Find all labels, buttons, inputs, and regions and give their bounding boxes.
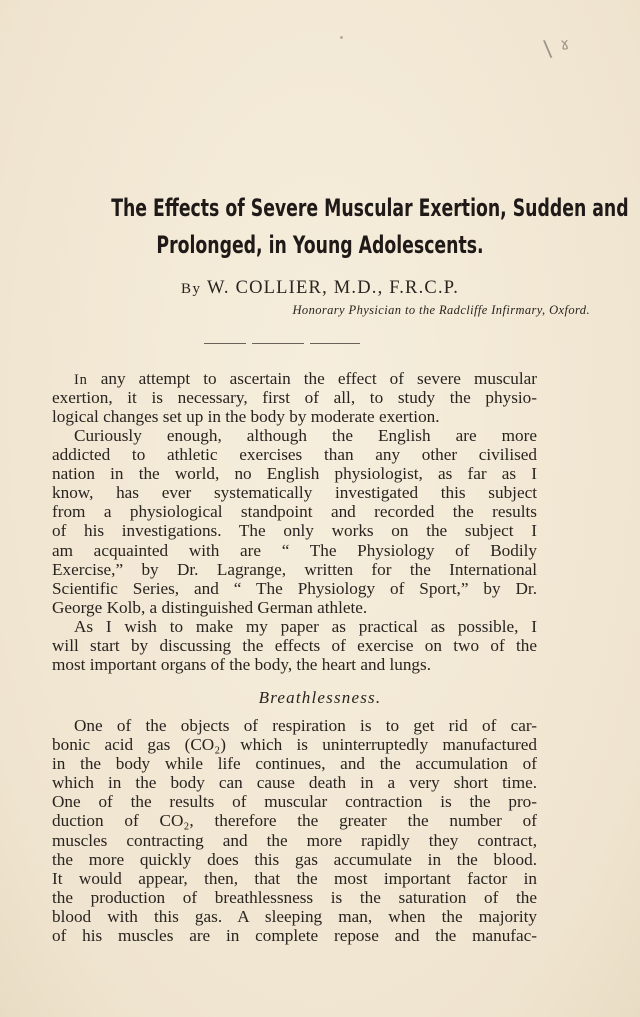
text-line: from a physiological standpoint and recorded the results: [52, 502, 537, 522]
text-line: As I wish to make my paper as practical as possible, I: [74, 617, 537, 636]
text-line: the production of breathlessness is the saturation of the: [52, 887, 537, 907]
text-line: One of the results of muscular contraction is the pro-: [52, 792, 537, 812]
text-line: addicted to athletic exercises than any other civilised: [52, 445, 537, 465]
text-line: blood with this gas. A sleeping man, when the majority: [52, 906, 537, 926]
title-line-2: Prolonged, in Young Adolescents.: [156, 231, 484, 259]
paragraph-1: [52, 369, 537, 426]
paragraph-4: [52, 716, 537, 945]
divider-rule: [310, 343, 360, 344]
text-line: In any attempt to ascertain the effect of severe muscular: [74, 369, 537, 388]
text-line: in the body while life continues, and the accumulation of: [52, 754, 537, 774]
author-name: W. COLLIER, M.D., F.R.C.P.: [206, 278, 460, 298]
text-line: of his investigations. The only works on the subject I: [52, 521, 537, 541]
text-line: George Kolb, a distinguished German athlete.: [52, 597, 368, 617]
text-line: Curiously enough, although the English are more: [74, 426, 537, 445]
text-line: am acquainted with are “ The Physiology of Bodily: [52, 540, 537, 560]
divider-rule: [252, 343, 304, 344]
paper-speck: [340, 36, 343, 39]
divider-rule: [204, 343, 246, 344]
paragraph-3: [52, 617, 537, 674]
handwritten-margin-note: \ ˠ: [542, 34, 573, 63]
text-line: It would appear, then, that the most important factor in: [52, 868, 537, 888]
text-line: bonic acid gas (CO₂) which is uninterruptedly manufactured: [52, 735, 537, 755]
text-line: Scientific Series, and “ The Physiology of Sport,” by Dr.: [52, 578, 537, 598]
title-line-1: The Effects of Severe Muscular Exertion, Sudden and: [111, 194, 629, 222]
text-line: One of the objects of respiration is to get rid of car-: [74, 716, 537, 735]
text-line: the more quickly does this gas accumulate in the blood.: [52, 849, 537, 869]
text-line: nation in the world, no English physiologist, as far as I: [52, 464, 537, 484]
text-line: muscles contracting and the more rapidly they contract,: [52, 830, 537, 850]
section-heading: Breathlessness.: [258, 688, 382, 707]
text-line: logical changes set up in the body by moderate exertion.: [52, 407, 440, 427]
text-line: most important organs of the body, the heart and lungs.: [52, 655, 432, 675]
text-line: which in the body can cause death in a very short time.: [52, 773, 537, 793]
byline-by: By: [180, 281, 202, 297]
text-line: exertion, it is necessary, first of all, to study the physio-: [52, 388, 537, 408]
article-title: [111, 190, 629, 264]
text-line: duction of CO₂, therefore the greater the number of: [52, 811, 537, 831]
text-line: know, has ever systematically investigated this subject: [52, 483, 537, 503]
drop-lead-word: In: [74, 372, 88, 388]
paragraph-2: [52, 426, 537, 617]
text-line: Exercise,” by Dr. Lagrange, written for the International: [52, 559, 537, 579]
author-affiliation: Honorary Physician to the Radcliffe Infirmary, Oxford.: [292, 303, 590, 317]
text-line: of his muscles are in complete repose and the manufac-: [52, 926, 537, 946]
text-line: will start by discussing the effects of exercise on two of the: [52, 636, 537, 656]
author-byline: [0, 278, 640, 299]
